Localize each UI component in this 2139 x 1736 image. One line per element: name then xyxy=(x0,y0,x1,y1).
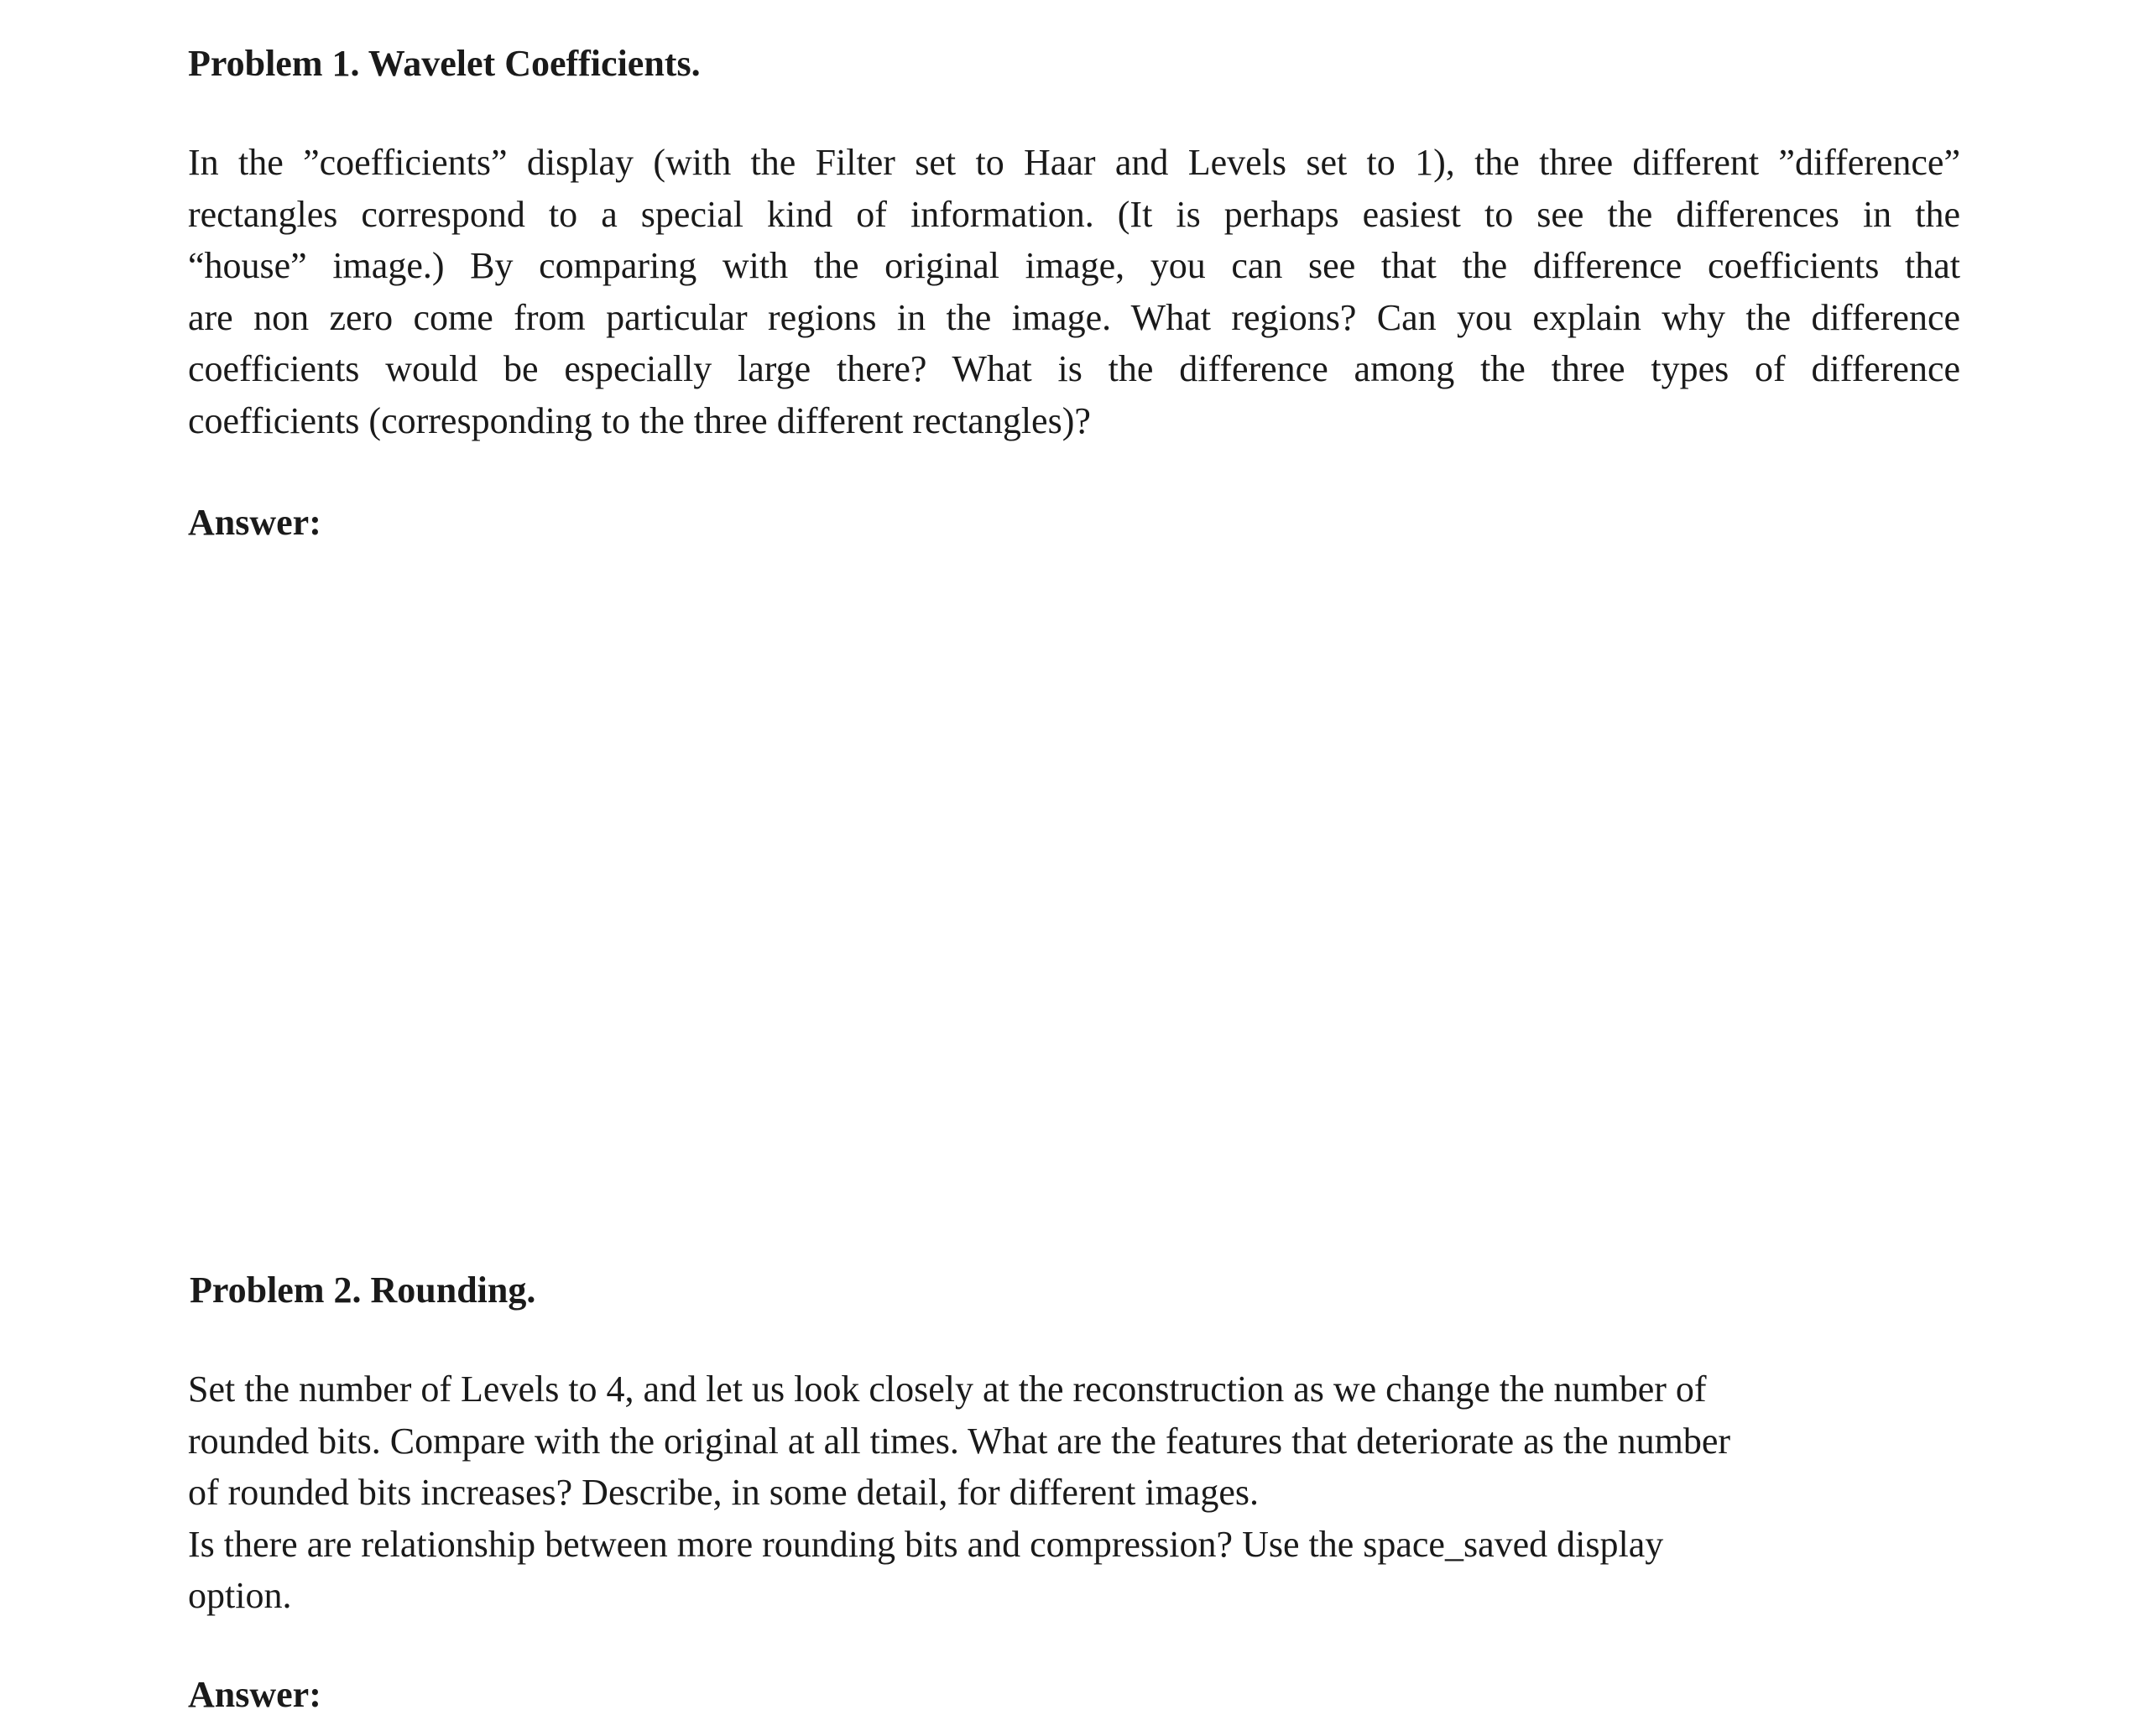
problem-2-title: Problem 2. Rounding. xyxy=(190,1269,536,1311)
problem-2-line: rounded bits. Compare with the original at all times. What are the features that deteriorate as the number xyxy=(188,1420,1731,1462)
problem-1-title: Problem 1. Wavelet Coefficients. xyxy=(188,43,701,84)
problem-2-line: of rounded bits increases? Describe, in some detail, for different images. xyxy=(188,1472,1259,1514)
problem-2-line: option. xyxy=(188,1575,292,1617)
problem-2-line: Is there are relationship between more rounding bits and compression? Use the space_saved display xyxy=(188,1523,1664,1565)
problem-1-answer-label: Answer: xyxy=(188,502,321,543)
problem-1-line: In the ”coefficients” display (with the Filter set to Haar and Levels set to 1), the three different ”difference” xyxy=(188,142,1960,183)
problem-1-line: rectangles correspond to a special kind of information. (It is perhaps easiest to see the differences in the xyxy=(188,193,1960,235)
problem-2-body xyxy=(188,1363,1960,1622)
problem-1-line: “house” image.) By comparing with the original image, you can see that the difference coefficients that xyxy=(188,245,1960,287)
problem-1-line: are non zero come from particular regions in the image. What regions? Can you explain why the difference xyxy=(188,296,1960,338)
problem-2-answer-label: Answer: xyxy=(188,1674,321,1715)
problem-2-line: Set the number of Levels to 4, and let us look closely at the reconstruction as we change the number of xyxy=(188,1368,1707,1410)
problem-1-line: coefficients would be especially large there? What is the difference among the three types of difference xyxy=(188,348,1960,390)
problem-1-body xyxy=(188,137,1960,447)
problem-1-line: coefficients (corresponding to the three different rectangles)? xyxy=(188,399,1091,441)
